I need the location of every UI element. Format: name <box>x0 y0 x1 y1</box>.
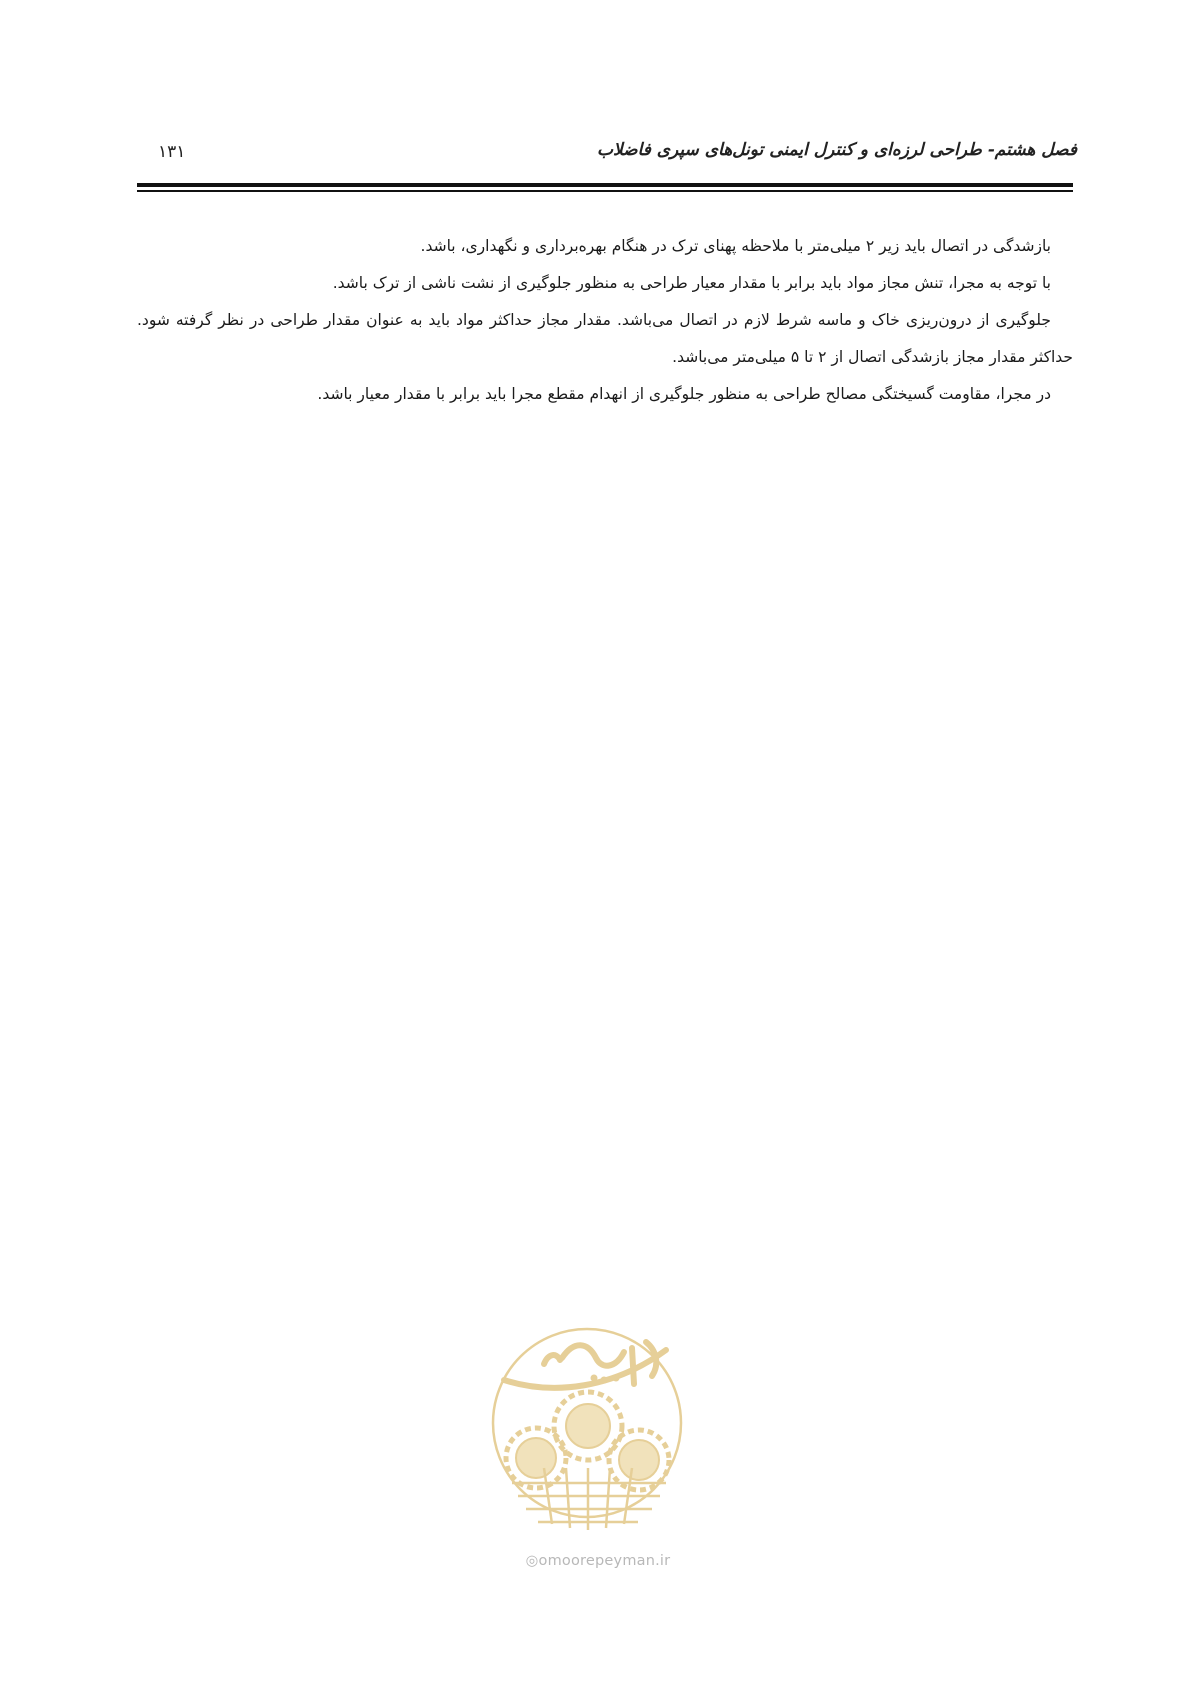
header-rule-thick <box>137 183 1073 187</box>
paragraph-4: در مجرا، مقاومت گسیختگی مصالح طراحی به منظور جلوگیری از انهدام مقطع مجرا باید برابر با مقدار معیار باشد. <box>317 385 1051 403</box>
header-rule-thin <box>137 190 1073 192</box>
chapter-title: فصل هشتم- طراحی لرزه‌ای و کنترل ایمنی تونل‌های سپری فاضلاب <box>596 140 1077 160</box>
paragraph-2: با توجه به مجرا، تنش مجاز مواد باید برابر با مقدار معیار طراحی به منظور جلوگیری از نشت ناشی از ترک باشد. <box>332 274 1051 292</box>
watermark-url <box>505 1553 691 1569</box>
body-text <box>137 228 1073 413</box>
globe-icon: ◎ <box>525 1553 539 1569</box>
omoorepeyman-seal-icon <box>484 1318 694 1548</box>
page-number: ۱۳۱ <box>158 142 186 162</box>
watermark-logo <box>484 1318 694 1574</box>
paragraph-1: بازشدگی در اتصال باید زیر ۲ میلی‌متر با ملاحظه پهنای ترک در هنگام بهره‌برداری و نگهداری، باشد. <box>420 237 1051 255</box>
watermark-url-text: omoorepeyman.ir <box>538 1553 671 1569</box>
paragraph-3: جلوگیری از درون‌ریزی خاک و ماسه شرط لازم در اتصال می‌باشد. مقدار مجاز حداکثر مواد باید به عنوان مقدار طراحی در نظر گرفته شود. حداکثر مقدار مجاز بازشدگی اتصال از ۲ تا ۵ میلی‌متر می‌باشد. <box>137 311 1073 366</box>
